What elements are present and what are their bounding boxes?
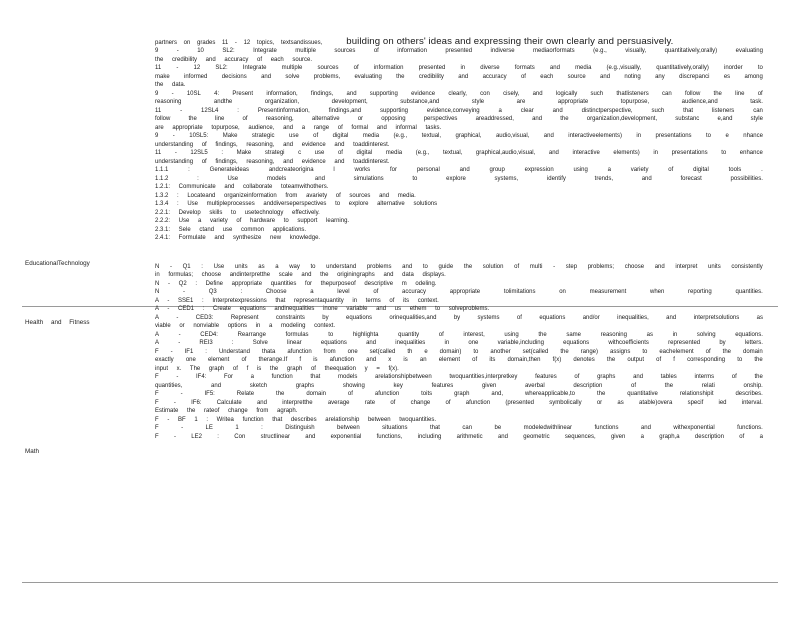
standard-line: make informed decisions and solve problems, evaluating the credibility and accuracy of each source and noting any discrepanci es among [155, 73, 763, 80]
standard-line: 9 - 10SL5: Make strategic use of digital media (e.g., textual, graphical, audio,visual, and interactiveelements) in presentations to e nhance [155, 133, 763, 139]
standard-line: input x. The graph of f is the graph of theequation y = f(x). [155, 365, 399, 372]
table-bottom-border [22, 582, 778, 583]
standard-line: 2.3.1: Sele ctand use common applications. [155, 226, 307, 233]
standard-line: F - IF6: Calculate and interpretthe average rate of change of afunction (presented symbolically or as atable)overa specif ied interval. [155, 399, 763, 406]
standards-text [155, 37, 763, 441]
standard-line: 11 - 12 SL2: Integrate multiple sources of information presented in diverse formats and media (e.g.,visually, quantitatively,orally) inorder to [155, 65, 763, 71]
ela-standards [155, 47, 763, 166]
standard-line: viable or nonviable options in a modeling context. [155, 323, 336, 329]
standard-line: in formulas; choose andinterpretthe scale and the originingraphs and data displays. [155, 272, 446, 278]
math-standards [155, 263, 763, 442]
standard-line: N - Q1 : Use units as a way to understand problems and to guide the solution of multi - step problems; choose and interpret units consistently [155, 263, 763, 270]
standard-line: 1.3.2 : Locateand organizeinformation from avariety of sources and media. [155, 192, 416, 199]
standard-line: partners on grades 11 - 12 topics, textsandissues, building on others' ideas and expressing their own clearly and persuasively. [155, 37, 674, 47]
standard-line: quantities, and sketch graphs showing key features given averbal description of the relati onship. [155, 382, 763, 389]
standard-line: F - LE 1 : Distinguish between situations that can be modeledwithlinear functions and withexponential functions. [155, 425, 763, 431]
standard-line: the credibility and accuracy of each source. [155, 56, 313, 63]
standard-line: F - IF4: For a function that models arelationshipbetween twoquantities,interpretkey features of graphs and tables interms of the [155, 374, 763, 380]
standard-line: A - SSE1 : Interpretexpressions that representaquantity in terms of its context. [155, 297, 439, 304]
standard-line: exactly one element of therange.If f is afunction and x is an element of its domain,then f(x) denotes the output of f corresponding to the [155, 357, 763, 363]
edtech-standards [155, 166, 763, 243]
standard-line: follow the line of reasoning, alternative or opposing perspectives areaddressed, and the organization,development, substanc e,and style [155, 116, 763, 122]
standard-line: 2.4.1: Formulate and synthesize new knowledge. [155, 235, 321, 241]
standard-line: 1.3.4 : Use multipleprocesses anddiverseperspectives to explore alternative solutions [155, 201, 438, 207]
standard-line: F - IF5: Relate the domain of afunction toits graph and, whereapplicable,to the quantitative relationshipit describes. [155, 391, 763, 397]
standard-line: reasoning andthe organization, development, substance,and style are appropriate topurpose, audience,and task. [155, 99, 763, 105]
standard-line: understanding of findings, reasoning, and evidence and toaddinterest. [155, 141, 390, 148]
standard-line: are appropriate topurpose, audience, and a range of formal and informal tasks. [155, 124, 442, 131]
standard-line: F - IF1 : Understand thata afunction from one set(called th e domain) to another set(called the range) assigns to eachelement of the domain [155, 348, 763, 355]
standard-line: 11 - 12SL5 : Make strategi c use of digital media (e.g., textual, graphical,audio,visual, and interactive elements) in presentations to enhance [155, 150, 763, 156]
standard-line: 9 - 10SL 4: Present information, findings, and supporting evidence clearly, con cisely, and logically such thatlisteners can follow the line of [155, 90, 763, 97]
health-fitness-gap [155, 243, 763, 263]
standard-line: 1.2.1: Communicate and collaborate toteamwithothers. [155, 184, 329, 190]
standard-line: 1.1.2 : Use models and simulations to explore systems, identify trends, and forecast possibilities. [155, 175, 763, 182]
standard-line: 9 - 10 SL2: Integrate multiple sources of information presented indiverse mediaorformats (e.g., visually, quantitatively,orally) evaluating [155, 48, 763, 54]
standard-line: A - CED1 : Create equations andinequalities inone variable and us ethem to solveproblems. [155, 306, 490, 312]
standard-line: 2.2.2: Use a variety of hardware to support learning. [155, 218, 350, 224]
standard-line: A - CED3: Represent constraints by equations orinequalities,and by systems of equations and/or inequalities, and interpretsolutions as [155, 314, 763, 321]
subject-educational-technology: EducationalTechnology [25, 260, 90, 267]
subject-math: Math [25, 448, 39, 455]
standard-line: F - LE2 : Con structlinear and exponential functions, including arithmetic and geometric sequences, given a graph,a description of a [155, 433, 763, 440]
standard-line: A - CED4: Rearrange formulas to highlighta quantity of interest, using the same reasoning as in solving equations. [155, 331, 763, 338]
standard-line: 2.2.1: Develop skills to usetechnology effectively. [155, 209, 320, 216]
standard-line: F - BF 1 : Writea function that describes arelationship between twoquantities. [155, 416, 436, 423]
standard-line: N - Q3 : Choose a level of accuracy appropriate tolimitations on measurement when reporting quantities. [155, 289, 763, 295]
standard-line: understanding of findings, reasoning, and evidence and toaddinterest. [155, 158, 390, 165]
standard-line: Estimate the rateof change from agraph. [155, 408, 298, 414]
standard-line: 1.1.1 : Generateideas andcreateorigina l works for personal and group expression using a variety of digital tools . [155, 167, 763, 173]
standard-line: A - REI3 : Solve linear equations and inequalities in one variable,including equations withcoefficients represented by letters. [155, 340, 763, 346]
subject-health-fitness: Health and Fitness [25, 319, 90, 326]
standard-line: 11 - 12SL4 : Presentinformation, findings,and supporting evidence,conveying a clear and distinctperspective, such that listeners can [155, 107, 763, 114]
standard-line: N - Q2 : Define appropriate quantities for thepurposeof descriptive m odeling. [155, 280, 437, 287]
standard-line: the data. [155, 82, 186, 88]
